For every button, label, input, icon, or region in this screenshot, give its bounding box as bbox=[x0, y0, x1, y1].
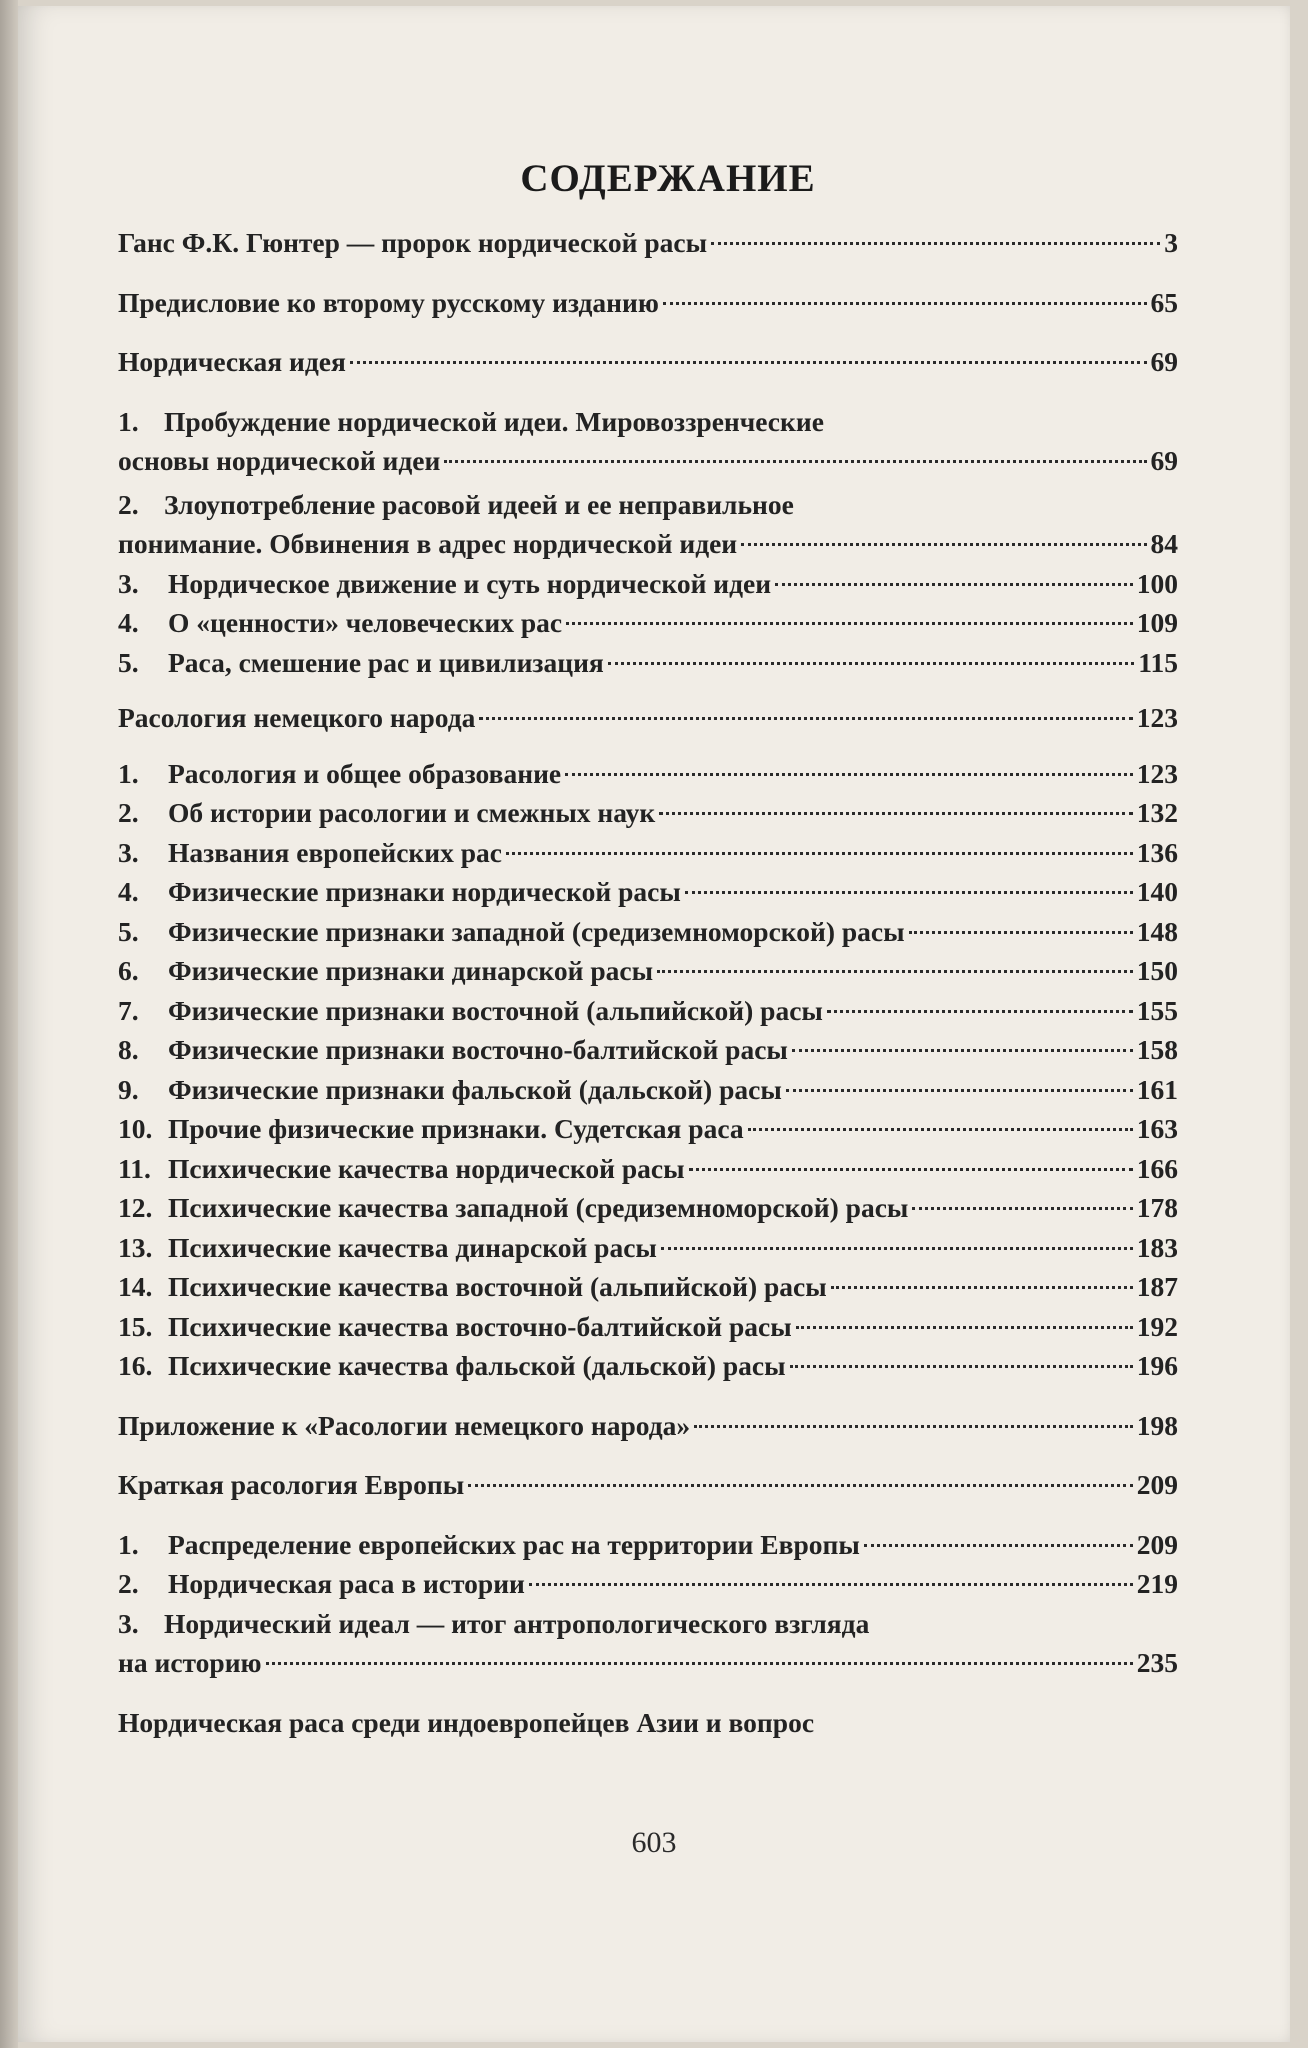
dot-leader bbox=[775, 583, 1133, 586]
toc-entry-page: 3 bbox=[1164, 227, 1178, 258]
toc-entry[interactable] bbox=[118, 1228, 1178, 1268]
toc-entry-page: 136 bbox=[1136, 836, 1178, 868]
dot-leader bbox=[748, 1128, 1133, 1131]
toc-entry-first-line-text: Нордический идеал — итог антропологического взгляда bbox=[164, 1607, 870, 1639]
toc-entry-page: 69 bbox=[1150, 346, 1178, 377]
toc-entry-page: 109 bbox=[1136, 607, 1178, 638]
page-number: 603 bbox=[631, 1826, 677, 1859]
toc-entry-number: 3. bbox=[118, 836, 139, 868]
dot-leader bbox=[796, 1326, 1133, 1329]
toc-entry-label: Нордическая раса в истории bbox=[168, 1568, 525, 1599]
toc-section-european-races[interactable] bbox=[118, 1465, 1178, 1505]
toc-entry-number: 9. bbox=[118, 1073, 139, 1105]
toc-entry-page: 219 bbox=[1136, 1568, 1178, 1599]
toc-entry-page: 140 bbox=[1136, 876, 1178, 907]
toc-entry-label: Распределение европейских рас на территории Европы bbox=[168, 1528, 860, 1560]
dot-leader bbox=[909, 931, 1133, 934]
dot-leader bbox=[694, 1425, 1133, 1428]
toc-entry-number: 5. bbox=[118, 646, 139, 678]
toc-entry-number: 4. bbox=[118, 607, 139, 638]
toc-entry-multiline[interactable] bbox=[118, 485, 1178, 564]
dot-leader bbox=[912, 1207, 1132, 1210]
toc-entry[interactable] bbox=[118, 1070, 1178, 1110]
toc-entry-number: 15. bbox=[118, 1310, 153, 1342]
toc-entry-number: 7. bbox=[118, 994, 139, 1026]
dot-leader bbox=[529, 1583, 1133, 1586]
toc-entry-page: 123 bbox=[1136, 757, 1178, 789]
toc-entry-number: 1. bbox=[118, 1528, 139, 1560]
toc-entry-number: 1. bbox=[118, 405, 139, 437]
toc-entry-label: Нордическая идея bbox=[118, 346, 346, 377]
toc-entry-label: Психические качества динарской расы bbox=[168, 1231, 657, 1263]
toc-entry-label: Психические качества западной (средиземноморской) расы bbox=[168, 1192, 909, 1223]
toc-entry-number: 13. bbox=[118, 1231, 153, 1263]
toc-entry-page: 196 bbox=[1136, 1350, 1178, 1381]
toc-entry-label: Физические признаки нордической расы bbox=[168, 876, 681, 907]
toc-entry-page: 123 bbox=[1136, 702, 1178, 733]
toc-entry-label: Нордическое движение и суть нордической идеи bbox=[168, 567, 772, 599]
toc-entry-page: 148 bbox=[1136, 915, 1178, 947]
toc-entry-page: 65 bbox=[1150, 286, 1178, 318]
toc-entry[interactable] bbox=[118, 833, 1178, 873]
toc-entry-label: Краткая расология Европы bbox=[118, 1469, 465, 1500]
toc-entry-preface[interactable] bbox=[118, 283, 1178, 323]
toc-entry[interactable] bbox=[118, 1030, 1178, 1070]
toc-entry-page: 132 bbox=[1136, 797, 1178, 828]
dot-leader bbox=[444, 460, 1146, 463]
toc-entry-number: 11. bbox=[118, 1152, 151, 1184]
dot-leader bbox=[468, 1484, 1133, 1487]
toc-entry-page: 161 bbox=[1136, 1073, 1178, 1105]
toc-entry-page: 209 bbox=[1136, 1469, 1178, 1500]
toc-entry-page: 69 bbox=[1150, 445, 1178, 476]
dot-leader bbox=[741, 543, 1146, 546]
dot-leader bbox=[827, 1010, 1133, 1013]
toc-entry-label: основы нордической идеи bbox=[118, 445, 441, 476]
toc-entry-number: 14. bbox=[118, 1271, 153, 1302]
dot-leader bbox=[792, 1049, 1133, 1052]
dot-leader bbox=[663, 302, 1147, 305]
toc-entry-label: Психические качества восточной (альпийской) расы bbox=[168, 1271, 827, 1302]
dot-leader bbox=[689, 1168, 1133, 1171]
toc-entry-page: 166 bbox=[1136, 1152, 1178, 1184]
dot-leader bbox=[565, 773, 1133, 776]
toc-section-nordic-idea[interactable] bbox=[118, 342, 1178, 382]
toc-entry-page: 100 bbox=[1136, 567, 1178, 599]
toc-entry-number: 12. bbox=[118, 1192, 153, 1223]
toc-entry[interactable] bbox=[118, 1188, 1178, 1228]
toc-entry[interactable] bbox=[118, 754, 1178, 794]
toc-entry-label: Физические признаки динарской расы bbox=[168, 955, 654, 986]
toc-entry-first-line bbox=[118, 402, 1178, 442]
toc-entry-page: 158 bbox=[1136, 1034, 1178, 1065]
toc-entry-page: 163 bbox=[1136, 1113, 1178, 1144]
toc-entry[interactable] bbox=[118, 1267, 1178, 1307]
toc-entry-multiline[interactable] bbox=[118, 402, 1178, 481]
toc-entry-label: Психические качества нордической расы bbox=[168, 1152, 685, 1184]
toc-entry-label: Об истории расологии и смежных наук bbox=[168, 797, 656, 828]
toc-entry-label: Расология немецкого народа bbox=[118, 702, 476, 733]
toc-entry-number: 3. bbox=[118, 567, 139, 599]
table-of-contents bbox=[118, 156, 1178, 1742]
toc-entry[interactable] bbox=[118, 951, 1178, 991]
toc-entry-label: Расология и общее образование bbox=[168, 757, 562, 789]
toc-entry-number: 3. bbox=[118, 1607, 139, 1639]
toc-entry-number: 2. bbox=[118, 488, 139, 520]
toc-entry-label: Физические признаки западной (средиземноморской) расы bbox=[168, 915, 905, 947]
dot-leader bbox=[657, 970, 1133, 973]
toc-entry-label: Физические признаки фальской (дальской) расы bbox=[168, 1073, 782, 1105]
toc-entry-page: 155 bbox=[1136, 994, 1178, 1026]
toc-section-race-science[interactable] bbox=[118, 698, 1178, 738]
toc-entry[interactable] bbox=[118, 1525, 1178, 1565]
toc-entry[interactable] bbox=[118, 1149, 1178, 1189]
dot-leader bbox=[608, 662, 1134, 665]
toc-entry-number: 16. bbox=[118, 1350, 153, 1381]
dot-leader bbox=[659, 812, 1133, 815]
toc-entry-number: 10. bbox=[118, 1113, 153, 1144]
dot-leader bbox=[350, 361, 1147, 364]
toc-entry[interactable] bbox=[118, 1564, 1178, 1604]
toc-entry-label: Раса, смешение рас и цивилизация bbox=[168, 646, 604, 678]
toc-entry[interactable] bbox=[118, 1346, 1178, 1386]
toc-entry[interactable] bbox=[118, 991, 1178, 1031]
toc-entry-label: Названия европейских рас bbox=[168, 836, 503, 868]
page-title: СОДЕРЖАНИЕ bbox=[520, 157, 816, 200]
toc-entry[interactable] bbox=[118, 564, 1178, 604]
toc-entry-number: 5. bbox=[118, 915, 139, 947]
toc-entry[interactable] bbox=[118, 643, 1178, 683]
dot-leader bbox=[661, 1247, 1133, 1250]
toc-entry-number: 8. bbox=[118, 1034, 139, 1065]
toc-entry-gunther[interactable] bbox=[118, 223, 1178, 263]
toc-entry-number: 2. bbox=[118, 1568, 139, 1599]
toc-entry-first-line-text: Злоупотребление расовой идеей и ее неправильное bbox=[164, 488, 794, 520]
toc-entry-multiline[interactable] bbox=[118, 1604, 1178, 1683]
toc-entry-first-line-text: Пробуждение нордической идеи. Мировоззренческие bbox=[164, 405, 824, 437]
dot-leader bbox=[786, 1089, 1133, 1092]
toc-entry-label: понимание. Обвинения в адрес нордической идеи bbox=[118, 528, 738, 559]
toc-entry-label: Предисловие ко второму русскому изданию bbox=[118, 286, 659, 318]
toc-entry-label: Физические признаки восточной (альпийской) расы bbox=[168, 994, 823, 1026]
toc-entry-page: 187 bbox=[1136, 1271, 1178, 1302]
book-spine bbox=[0, 0, 18, 2048]
dot-leader bbox=[479, 717, 1132, 720]
dot-leader bbox=[831, 1286, 1133, 1289]
dot-leader bbox=[711, 242, 1160, 245]
dot-leader bbox=[685, 891, 1133, 894]
dot-leader bbox=[266, 1662, 1133, 1665]
dot-leader bbox=[864, 1544, 1133, 1547]
toc-entry-page: 84 bbox=[1150, 528, 1178, 559]
toc-entry-page: 209 bbox=[1136, 1528, 1178, 1560]
toc-entry-page: 235 bbox=[1136, 1647, 1178, 1678]
toc-entry[interactable] bbox=[118, 1307, 1178, 1347]
toc-entry[interactable] bbox=[118, 793, 1178, 833]
toc-entry-page: 183 bbox=[1136, 1231, 1178, 1263]
toc-entry-label: О «ценности» человеческих рас bbox=[168, 607, 563, 638]
dot-leader bbox=[790, 1365, 1133, 1368]
toc-entry-label: Приложение к «Расологии немецкого народа» bbox=[118, 1409, 691, 1441]
toc-entry[interactable] bbox=[118, 872, 1178, 912]
toc-entry-first-line bbox=[118, 485, 1178, 525]
toc-entry-page: 198 bbox=[1136, 1409, 1178, 1441]
toc-entry-page: 115 bbox=[1138, 646, 1178, 678]
toc-entry[interactable] bbox=[118, 912, 1178, 952]
toc-entry-label: Психические качества фальской (дальской) расы bbox=[168, 1350, 786, 1381]
toc-entry-appendix[interactable] bbox=[118, 1406, 1178, 1446]
toc-entry-label: Физические признаки восточно-балтийской расы bbox=[168, 1034, 788, 1065]
toc-entry[interactable] bbox=[118, 1109, 1178, 1149]
toc-entry-number: 1. bbox=[118, 757, 139, 789]
toc-entry-label: Психические качества восточно-балтийской расы bbox=[168, 1310, 792, 1342]
toc-entry-page: 178 bbox=[1136, 1192, 1178, 1223]
toc-entry-label: Ганс Ф.К. Гюнтер — пророк нордической расы bbox=[118, 227, 708, 258]
dot-leader bbox=[566, 622, 1133, 625]
toc-entry-number: 2. bbox=[118, 797, 139, 828]
toc-entry-number: 6. bbox=[118, 955, 139, 986]
toc-entry-number: 4. bbox=[118, 876, 139, 907]
toc-entry-asia[interactable]: Нордическая раса среди индоевропейцев Азии и вопрос bbox=[118, 1706, 815, 1738]
toc-entry-label: Прочие физические признаки. Судетская раса bbox=[168, 1113, 744, 1144]
toc-entry-page: 150 bbox=[1136, 955, 1178, 986]
toc-entry-label: на историю bbox=[118, 1647, 262, 1678]
toc-entry-page: 192 bbox=[1136, 1310, 1178, 1342]
toc-entry[interactable] bbox=[118, 603, 1178, 643]
toc-entry-first-line bbox=[118, 1604, 1178, 1644]
dot-leader bbox=[506, 852, 1133, 855]
